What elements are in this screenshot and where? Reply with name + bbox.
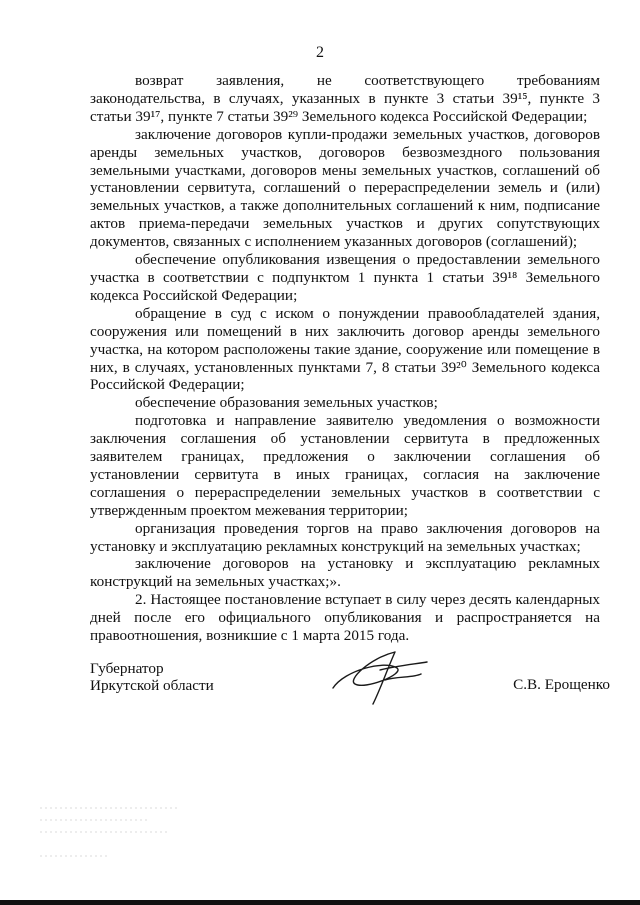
signatory-name: С.В. Ерощенко — [513, 676, 610, 693]
paragraph: возврат заявления, не соответствующего требованиям законодательства, в случаях, указанных в пункте 3 статьи 39¹⁵, пункте 3 статьи 39¹⁷, пункте 7 статьи 39²⁹ Земельного кодекса Российской Федерации; — [90, 72, 600, 125]
signatory-title-line: Губернатор — [90, 660, 164, 677]
signatory-title-line: Иркутской области — [90, 677, 214, 694]
document-body — [90, 72, 600, 645]
signatory-title — [90, 660, 214, 694]
paragraph: заключение договоров купли-продажи земельных участков, договоров аренды земельных участков, договоров безвозмездного пользования земельными участками, договоров мены земельных участков, соглашений об установлении сервитута, соглашений о перераспределении земель и (или) земельных участков, а также дополнительных соглашений к ним, подписание актов приема-передачи земельных участков и других сопутствующих документов, связанных с исполнением указанных договоров (соглашений); — [90, 125, 600, 251]
signature-block — [90, 660, 610, 720]
paragraph: подготовка и направление заявителю уведомления о возможности заключения соглашения об установлении сервитута в предложенных заявителем границах, предложения о заключении соглашения об установлении сервитута в иных границах, согласия на заключение соглашения о перераспределении земельных участков в соответствии с утвержденным проектом межевания территории; — [90, 412, 600, 519]
paragraph: обращение в суд с иском о понуждении правообладателей здания, сооружения или помещений в них заключить договор аренды земельного участка, на котором расположены такие здание, сооружение или помещение в них, в случаях, установленных пунктами 7, 8 статьи 39²⁰ Земельного кодекса Российской Федерации; — [90, 304, 600, 394]
bottom-edge-rule — [0, 900, 640, 905]
paragraph: организация проведения торгов на право заключения договоров на установку и эксплуатацию рекламных конструкций на земельных участках; — [90, 519, 600, 555]
paragraph: заключение договоров на установку и эксплуатацию рекламных конструкций на земельных участках;». — [90, 555, 600, 591]
paragraph: обеспечение опубликования извещения о предоставлении земельного участка в соответствии с подпунктом 1 пункта 1 статьи 39¹⁸ Земельного кодекса Российской Федерации; — [90, 251, 600, 304]
page-number: 2 — [316, 44, 324, 61]
paragraph: обеспечение образования земельных участков; — [135, 394, 438, 412]
faint-show-through — [40, 800, 300, 860]
handwritten-signature — [325, 640, 435, 710]
paragraph: 2. Настоящее постановление вступает в силу через десять календарных дней после его официального опубликования и распространяется на правоотношения, возникшие с 1 марта 2015 года. — [90, 591, 600, 645]
